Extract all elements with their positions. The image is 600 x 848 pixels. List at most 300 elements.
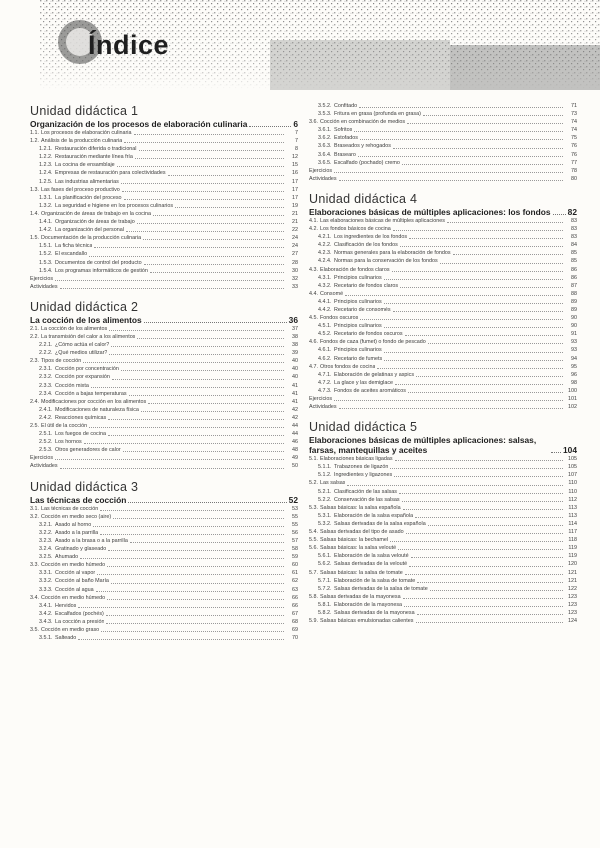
- toc-entry: [30, 333, 298, 341]
- entry-title: Las técnicas de cocción: [41, 505, 99, 512]
- dot-leader: [94, 247, 284, 248]
- dot-leader: [416, 376, 563, 377]
- entry-title: Cocción por concentración: [55, 366, 119, 373]
- toc-entry: [30, 438, 298, 446]
- entry-number: 1.5.3.: [39, 259, 53, 266]
- entry-title: Brasearo: [334, 151, 356, 158]
- dot-leader: [393, 311, 563, 312]
- toc-entry: [309, 290, 577, 298]
- entry-page-number: 73: [571, 111, 577, 118]
- toc-entry: [309, 298, 577, 306]
- entry-title: Elaboración de la salsa velouté: [334, 553, 409, 560]
- dot-leader: [144, 322, 287, 323]
- entry-number: 4.6.2.: [318, 355, 332, 362]
- entry-number: 5.3.1.: [318, 512, 332, 519]
- toc-entry: [30, 634, 298, 642]
- entry-number: 5.4.: [309, 529, 318, 536]
- entry-title: Clasificación de los fondos: [334, 242, 398, 249]
- entry-title: Fondos de caza (fumet) o fondo de pescado: [320, 339, 426, 346]
- toc-entry: [30, 537, 298, 545]
- dot-leader: [551, 452, 561, 453]
- dot-leader: [168, 175, 284, 176]
- dot-leader: [60, 468, 284, 469]
- toc-entry: [30, 618, 298, 626]
- entry-page-number: 66: [292, 594, 298, 601]
- dot-leader: [93, 526, 284, 527]
- toc-entry: [309, 552, 577, 560]
- dot-leader: [124, 142, 284, 143]
- entry-number: 2.2.: [30, 333, 39, 340]
- dot-leader: [134, 134, 285, 135]
- dot-leader: [411, 557, 563, 558]
- entry-page-number: 124: [568, 618, 577, 625]
- entry-page-number: 101: [568, 396, 577, 402]
- entry-number: 1.5.: [30, 235, 39, 242]
- dot-leader: [122, 191, 284, 192]
- entry-page-number: 119: [568, 553, 577, 560]
- entry-title: Los programas informáticos de gestión: [55, 267, 148, 274]
- entry-page-number: 53: [292, 505, 298, 512]
- entry-title: Cocción en medio seco (aire): [41, 513, 112, 520]
- entry-number: 3.6.: [309, 119, 318, 126]
- unit-label: Unidad didáctica 3: [30, 479, 139, 494]
- toc-entry: [30, 349, 298, 357]
- entry-page-number: 105: [568, 464, 577, 471]
- entry-title: La planificación del proceso: [55, 194, 122, 201]
- dot-leader: [150, 272, 284, 273]
- unit-page-number: 36: [288, 314, 298, 325]
- entry-number: 4.6.: [309, 339, 318, 346]
- toc-entry: [30, 283, 298, 291]
- entry-title: Salsas derivadas del tipo de asado: [320, 529, 404, 536]
- entry-title: Principios culinarios: [334, 298, 382, 305]
- dot-leader: [112, 379, 284, 380]
- entry-title: Empresas de restauración para colectividades: [55, 170, 166, 177]
- dot-leader: [100, 534, 284, 535]
- unit-title: [30, 119, 298, 129]
- dot-leader: [109, 330, 284, 331]
- dot-leader: [402, 164, 563, 165]
- toc-entry: [30, 242, 298, 250]
- unit-label: Unidad didáctica 5: [309, 420, 418, 435]
- dot-leader: [107, 599, 284, 600]
- toc-entry: [309, 528, 577, 536]
- toc-entry: [309, 142, 577, 150]
- entry-page-number: 98: [571, 379, 577, 386]
- toc-entry: [30, 422, 298, 430]
- dot-leader: [406, 533, 563, 534]
- entry-title: Elaboración de gelatinas y aspics: [334, 371, 415, 378]
- entry-number: 4.7.3.: [318, 387, 332, 394]
- entry-title: Los fuegos de cocina: [55, 431, 106, 438]
- entry-page-number: 76: [571, 151, 577, 158]
- entry-title: Cocción en medio graso: [41, 626, 100, 633]
- dot-leader: [430, 590, 563, 591]
- entry-number: 1.4.1.: [39, 219, 53, 226]
- entry-page-number: 17: [292, 178, 298, 185]
- entry-title: Actividades: [30, 463, 58, 470]
- entry-page-number: 77: [571, 159, 577, 166]
- entry-page-number: 57: [292, 537, 298, 544]
- entry-number: 5.8.1.: [318, 601, 332, 608]
- dot-leader: [175, 207, 284, 208]
- toc-entry: [30, 145, 298, 153]
- entry-title: Principios culinarios: [334, 274, 382, 281]
- entry-title: Cocción al agua: [55, 586, 94, 593]
- dot-leader: [403, 598, 563, 599]
- toc-entry: [309, 479, 577, 487]
- entry-number: 5.7.2.: [318, 585, 332, 592]
- dot-leader: [108, 550, 284, 551]
- entry-title: La cocción a presión: [55, 618, 105, 625]
- entry-number: 4.4.1.: [318, 298, 332, 305]
- entry-page-number: 84: [571, 242, 577, 249]
- dot-leader: [143, 239, 284, 240]
- entry-page-number: 85: [571, 258, 577, 265]
- entry-title: La glace y las demiglace: [334, 379, 394, 386]
- toc-entry: [309, 266, 577, 274]
- dot-leader: [97, 574, 284, 575]
- entry-page-number: 75: [571, 135, 577, 142]
- dot-leader: [400, 287, 563, 288]
- entry-title: Elaboración de la mayonesa: [334, 601, 403, 608]
- dot-leader: [117, 166, 284, 167]
- dot-leader: [96, 591, 284, 592]
- unit-page-number: 6: [293, 119, 298, 129]
- unit-label: Unidad didáctica 1: [30, 104, 139, 118]
- toc-entry: [30, 218, 298, 226]
- dot-leader: [384, 352, 563, 353]
- entry-page-number: 60: [292, 562, 298, 569]
- entry-title: Salsas derivadas de la salsa de tomate: [334, 585, 428, 592]
- toc-entry: [309, 282, 577, 290]
- entry-number: 1.2.5.: [39, 178, 53, 185]
- entry-number: 1.5.4.: [39, 267, 53, 274]
- toc-entry: [30, 250, 298, 258]
- dot-leader: [144, 264, 284, 265]
- dot-leader: [409, 566, 563, 567]
- entry-page-number: 42: [292, 406, 298, 413]
- entry-title: Asado a la parrilla: [55, 529, 99, 536]
- unit-title: [309, 435, 577, 455]
- entry-page-number: 83: [571, 226, 577, 233]
- entry-title: Braseados y rehogados: [334, 143, 391, 150]
- dot-leader: [113, 518, 284, 519]
- unit-title-text: Elaboraciones básicas de múltiples aplicaciones: los fondos: [309, 206, 551, 217]
- dot-leader: [121, 183, 284, 184]
- entry-number: 1.2.1.: [39, 146, 53, 153]
- dot-leader: [428, 343, 563, 344]
- entry-title: Los ingredientes de los fondos: [334, 234, 408, 241]
- entry-page-number: 44: [292, 423, 298, 429]
- entry-title: Las fases del proceso productivo: [41, 186, 120, 193]
- entry-title: Los procesos de elaboración culinaria: [41, 130, 132, 136]
- entry-number: 4.5.: [309, 315, 318, 322]
- dot-leader: [100, 510, 284, 511]
- dot-leader: [453, 254, 563, 255]
- entry-page-number: 38: [292, 333, 298, 340]
- toc-entry: [30, 561, 298, 569]
- toc-entry: [30, 153, 298, 161]
- entry-title: Cocción mixta: [55, 382, 89, 389]
- toc-entry: [30, 137, 298, 145]
- toc-entry: [30, 545, 298, 553]
- toc-entry: [30, 226, 298, 234]
- entry-page-number: 93: [571, 347, 577, 354]
- entry-page-number: 70: [292, 635, 298, 642]
- entry-number: 1.2.2.: [39, 154, 53, 161]
- entry-number: 1.5.2.: [39, 251, 53, 258]
- entry-number: 3.3.3.: [39, 586, 53, 593]
- entry-number: 5.3.2.: [318, 520, 332, 527]
- dot-leader: [405, 574, 563, 575]
- entry-page-number: 22: [292, 227, 298, 234]
- entry-title: Recetario de fondos claros: [334, 282, 399, 289]
- dot-leader: [130, 542, 284, 543]
- dot-leader: [347, 485, 563, 486]
- toc-entry: [309, 601, 577, 609]
- dot-leader: [111, 583, 284, 584]
- entry-title: Recetario de fondos oscuros: [334, 331, 403, 338]
- entry-page-number: 66: [292, 602, 298, 609]
- toc-entry: [309, 471, 577, 479]
- toc-entry: [30, 373, 298, 381]
- entry-number: 3.4.1.: [39, 602, 53, 609]
- entry-number: 1.3.2.: [39, 202, 53, 209]
- entry-title: Documentación de la producción culinaria: [41, 235, 142, 242]
- entry-title: Elaboración de fondos claros: [320, 266, 390, 273]
- entry-title: Estofados: [334, 135, 358, 142]
- dot-leader: [89, 256, 284, 257]
- entry-page-number: 40: [292, 358, 298, 365]
- entry-page-number: 83: [571, 217, 577, 224]
- entry-page-number: 83: [571, 234, 577, 241]
- entry-page-number: 76: [571, 143, 577, 150]
- toc-entry: [309, 463, 577, 471]
- toc-entry: [309, 536, 577, 544]
- entry-title: La organización del personal: [55, 227, 124, 234]
- entry-title: Asado a la brasa o a la parrilla: [55, 537, 128, 544]
- toc-entry: [309, 609, 577, 617]
- entry-number: 4.5.1.: [318, 323, 332, 330]
- entry-title: Sofritos: [334, 127, 353, 134]
- entry-page-number: 85: [571, 250, 577, 257]
- dot-leader: [360, 139, 563, 140]
- entry-number: 5.7.: [309, 569, 318, 576]
- entry-title: Documentos de control del producto: [55, 259, 142, 266]
- entry-number: 5.9.: [309, 618, 318, 625]
- dot-leader: [108, 419, 284, 420]
- entry-title: Gratinado y glaseado: [55, 546, 107, 553]
- unit-page-number: 52: [288, 494, 298, 505]
- entry-number: 2.2.2.: [39, 350, 53, 357]
- entry-page-number: 107: [568, 472, 577, 479]
- entry-number: 1.3.: [30, 186, 39, 193]
- entry-number: 5.2.1.: [318, 488, 332, 495]
- dot-leader: [384, 360, 563, 361]
- toc-entry: [309, 306, 577, 314]
- entry-number: 2.5.1.: [39, 431, 53, 438]
- toc-entry: [30, 414, 298, 422]
- entry-title: Los hornos: [55, 439, 82, 446]
- toc-entry: [30, 446, 298, 454]
- entry-page-number: 63: [292, 586, 298, 593]
- toc-entry: [309, 134, 577, 142]
- entry-title: Ejercicios: [309, 396, 333, 402]
- entry-page-number: 19: [292, 202, 298, 209]
- unit-label: Unidad didáctica 2: [30, 299, 139, 314]
- entry-number: 5.3.: [309, 504, 318, 511]
- entry-number: 3.6.2.: [318, 135, 332, 142]
- entry-number: 2.5.2.: [39, 439, 53, 446]
- entry-page-number: 17: [292, 194, 298, 201]
- toc-entry: [30, 341, 298, 349]
- entry-page-number: 122: [568, 585, 577, 592]
- dot-leader: [109, 354, 284, 355]
- toc-entry: [309, 314, 577, 322]
- toc-entry: [30, 357, 298, 365]
- toc-entry: [30, 398, 298, 406]
- toc-entry: [30, 626, 298, 634]
- entry-page-number: 24: [292, 235, 298, 242]
- entry-page-number: 71: [571, 103, 577, 109]
- entry-number: 3.4.3.: [39, 618, 53, 625]
- entry-page-number: 24: [292, 243, 298, 250]
- toc-entry: [309, 249, 577, 257]
- entry-title: Confitado: [334, 103, 358, 109]
- unit-title-text: Las técnicas de cocción: [30, 494, 127, 505]
- toc-entry: [309, 118, 577, 126]
- dot-leader: [384, 327, 563, 328]
- entry-number: 2.4.1.: [39, 406, 53, 413]
- dot-leader: [392, 271, 563, 272]
- entry-number: 3.2.: [30, 513, 39, 520]
- entry-title: Modificaciones de naturaleza física: [55, 406, 139, 413]
- entry-page-number: 30: [292, 267, 298, 274]
- dot-leader: [415, 517, 563, 518]
- dot-leader: [400, 246, 563, 247]
- toc-entry: [309, 175, 577, 183]
- toc-entry: [309, 387, 577, 395]
- entry-page-number: 58: [292, 546, 298, 553]
- entry-title: Salsas derivadas de la mayonesa: [320, 593, 401, 600]
- dot-leader: [354, 131, 563, 132]
- dot-leader: [107, 566, 284, 567]
- toc-entry: [30, 406, 298, 414]
- entry-title: Elaboraciones básicas ligadas: [320, 456, 393, 463]
- entry-title: Las industrias alimentarias: [55, 178, 119, 185]
- unit-title: [30, 315, 298, 325]
- entry-page-number: 40: [292, 366, 298, 373]
- entry-title: Cocción en combinación de medios: [320, 119, 406, 126]
- entry-title: Principios culinarios: [334, 347, 382, 354]
- entry-title: Otros generadores de calor: [55, 447, 121, 454]
- toc-entry: [309, 569, 577, 577]
- entry-number: 4.4.: [309, 290, 318, 297]
- dot-leader: [137, 338, 284, 339]
- entry-title: Fondos oscuros: [320, 315, 359, 322]
- unit-section: [30, 480, 298, 643]
- dot-leader: [405, 335, 563, 336]
- toc-entry: [30, 129, 298, 137]
- dot-leader: [394, 476, 563, 477]
- toc-entry: [309, 593, 577, 601]
- entry-page-number: 119: [568, 545, 577, 552]
- entry-title: Cocción al vapor: [55, 570, 96, 577]
- toc-entry: [30, 161, 298, 169]
- entry-number: 2.3.2.: [39, 374, 53, 381]
- entry-title: Modificaciones por cocción en los alimentos: [41, 398, 147, 405]
- entry-title: Salsas básicas: la salsa de tomate: [320, 569, 403, 576]
- entry-title: Clasificación de las salsas: [334, 488, 397, 495]
- toc-entry: [309, 520, 577, 528]
- dot-leader: [407, 123, 563, 124]
- toc-entry: [309, 363, 577, 371]
- toc-entry: [309, 496, 577, 504]
- entry-page-number: 55: [292, 513, 298, 520]
- entry-page-number: 33: [292, 283, 298, 290]
- entry-page-number: 44: [292, 431, 298, 438]
- entry-page-number: 89: [571, 306, 577, 313]
- entry-title: Ingredientes y ligazones: [334, 472, 393, 479]
- entry-number: 4.3.2.: [318, 282, 332, 289]
- entry-page-number: 74: [571, 127, 577, 134]
- entry-number: 1.2.3.: [39, 162, 53, 169]
- entry-page-number: 41: [292, 382, 298, 389]
- entry-number: 5.5.: [309, 537, 318, 544]
- entry-page-number: 8: [295, 146, 298, 153]
- entry-page-number: 39: [292, 350, 298, 357]
- dot-leader: [135, 158, 284, 159]
- entry-number: 3.6.3.: [318, 143, 332, 150]
- dot-leader: [111, 346, 284, 347]
- unit-page-number: 104: [563, 445, 577, 456]
- dot-leader: [55, 280, 284, 281]
- dot-leader: [55, 459, 284, 460]
- entry-number: 4.2.4.: [318, 258, 332, 265]
- toc-entry: [309, 159, 577, 167]
- entry-number: 3.3.1.: [39, 570, 53, 577]
- entry-title: Escalfados (pochés): [55, 610, 104, 617]
- entry-number: 4.2.2.: [318, 242, 332, 249]
- entry-title: Cocción en medio húmedo: [41, 562, 106, 569]
- dot-leader: [390, 541, 563, 542]
- unit-title: [30, 495, 298, 505]
- entry-number: 2.3.4.: [39, 390, 53, 397]
- entry-number: 3.2.2.: [39, 529, 53, 536]
- dot-leader: [334, 400, 563, 401]
- entry-page-number: 21: [292, 210, 298, 217]
- toc-entry: [30, 553, 298, 561]
- toc-entry: [30, 390, 298, 398]
- entry-number: 5.7.1.: [318, 577, 332, 584]
- entry-number: 5.1.: [309, 456, 318, 463]
- entry-number: 2.5.: [30, 423, 39, 429]
- entry-title: Restauración diferida o tradicional: [55, 146, 137, 153]
- entry-title: Salsas básicas: la salsa velouté: [320, 545, 397, 552]
- entry-title: Cocción en medio húmedo: [41, 594, 106, 601]
- unit-title-text: La cocción de los alimentos: [30, 314, 142, 325]
- entry-number: 3.6.1.: [318, 127, 332, 134]
- entry-page-number: 93: [571, 339, 577, 346]
- toc-entry: [30, 577, 298, 585]
- entry-number: 3.2.3.: [39, 537, 53, 544]
- dot-leader: [390, 468, 563, 469]
- dot-leader: [393, 148, 563, 149]
- toc-entry: [309, 110, 577, 118]
- dot-leader: [402, 501, 563, 502]
- entry-page-number: 49: [292, 455, 298, 462]
